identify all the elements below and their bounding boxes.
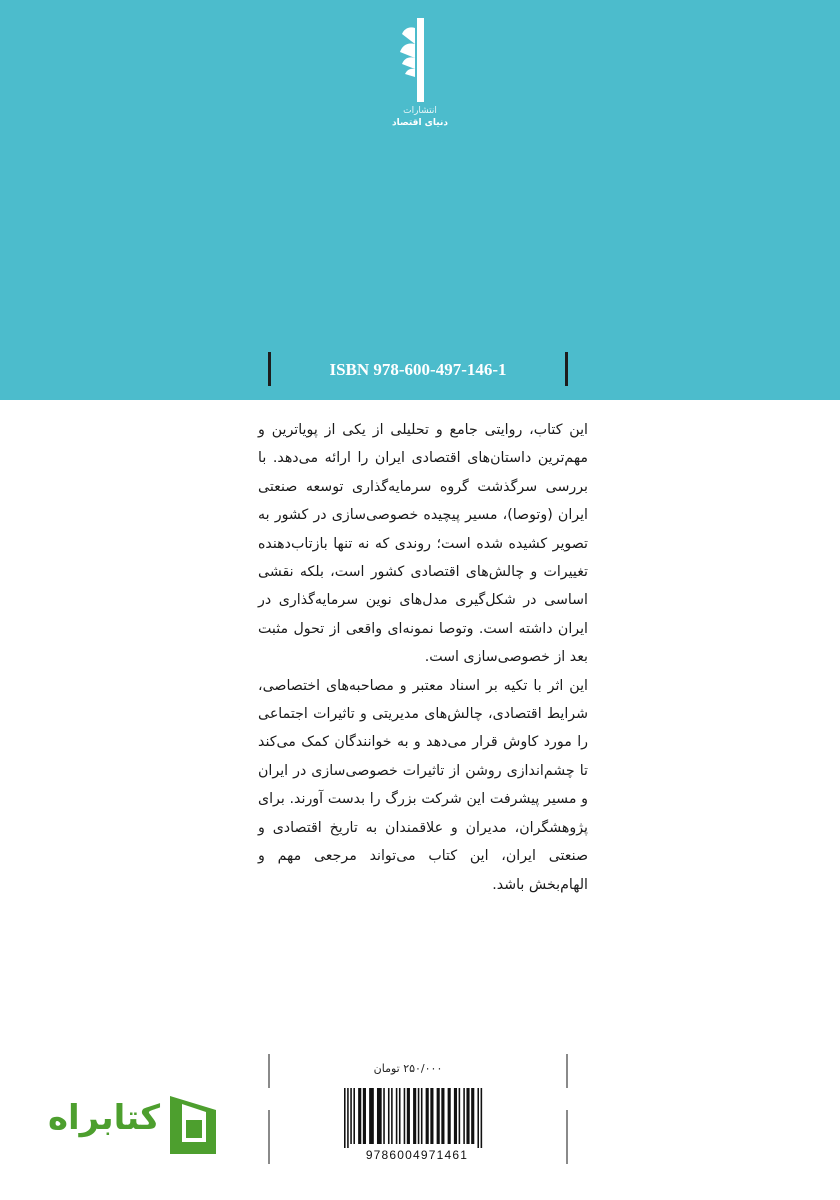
isbn-divider-right	[565, 352, 568, 386]
price-divider-left	[268, 1054, 270, 1088]
cover-top-band	[0, 0, 840, 400]
description-paragraph-2: این اثر با تکیه بر اسناد معتبر و مصاحبه‌های اختصاصی، شرایط اقتصادی، چالش‌های مدیریتی و تاثیرات اجتماعی را مورد کاوش قرار می‌دهد و به خوانندگان کمک می‌کند تا چشم‌اندازی روشن از تاثیرات خصوصی‌سازی در ایران و مسیر پیشرفت این شرکت بزرگ را بدست آورند. برای پژوهشگران، مدیران و علاقمندان به تاریخ اقتصادی و صنعتی ایران، این کتاب می‌تواند مرجعی مهم و الهام‌بخش باشد.	[258, 677, 588, 893]
barcode-digits: 9786004971461	[365, 1148, 469, 1162]
book-description	[258, 416, 588, 899]
price: ۲۵۰/۰۰۰ تومان	[373, 1062, 443, 1075]
barcode-divider-right	[566, 1110, 568, 1164]
isbn-number: ISBN 978-600-497-146-1	[329, 360, 507, 379]
barcode-icon	[342, 1088, 492, 1148]
barcode-divider-left	[268, 1110, 270, 1164]
price-divider-right	[566, 1054, 568, 1088]
publisher-name-line1: انتشارات	[403, 106, 437, 116]
ketabrah-logo-icon	[162, 1090, 224, 1160]
store-name: کتابراه	[47, 1098, 160, 1138]
open-book-icon	[390, 14, 450, 104]
publisher-name-line2: دنیای اقتصاد	[392, 118, 448, 128]
isbn-row	[268, 352, 568, 388]
barcode	[342, 1088, 492, 1162]
store-logo	[42, 1090, 222, 1162]
description-paragraph-1: این کتاب، روایتی جامع و تحلیلی از یکی از پویاترین و مهم‌ترین داستان‌های اقتصادی ایران را ارائه می‌دهد. با بررسی سرگذشت گروه سرمایه‌گذاری توسعه صنعتی ایران (وتوصا)، مسیر پیچیده خصوصی‌سازی در کشور به تصویر کشیده شده است؛ روندی که نه تنها بازتاب‌دهنده تغییرات و چالش‌های اقتصادی کشور است، بلکه نقشی اساسی در شکل‌گیری مدل‌های نوین سرمایه‌گذاری در ایران داشته است. وتوصا نمونه‌ای واقعی از تحول مثبت بعد از خصوصی‌سازی است.	[258, 422, 588, 666]
publisher-logo	[390, 14, 450, 134]
